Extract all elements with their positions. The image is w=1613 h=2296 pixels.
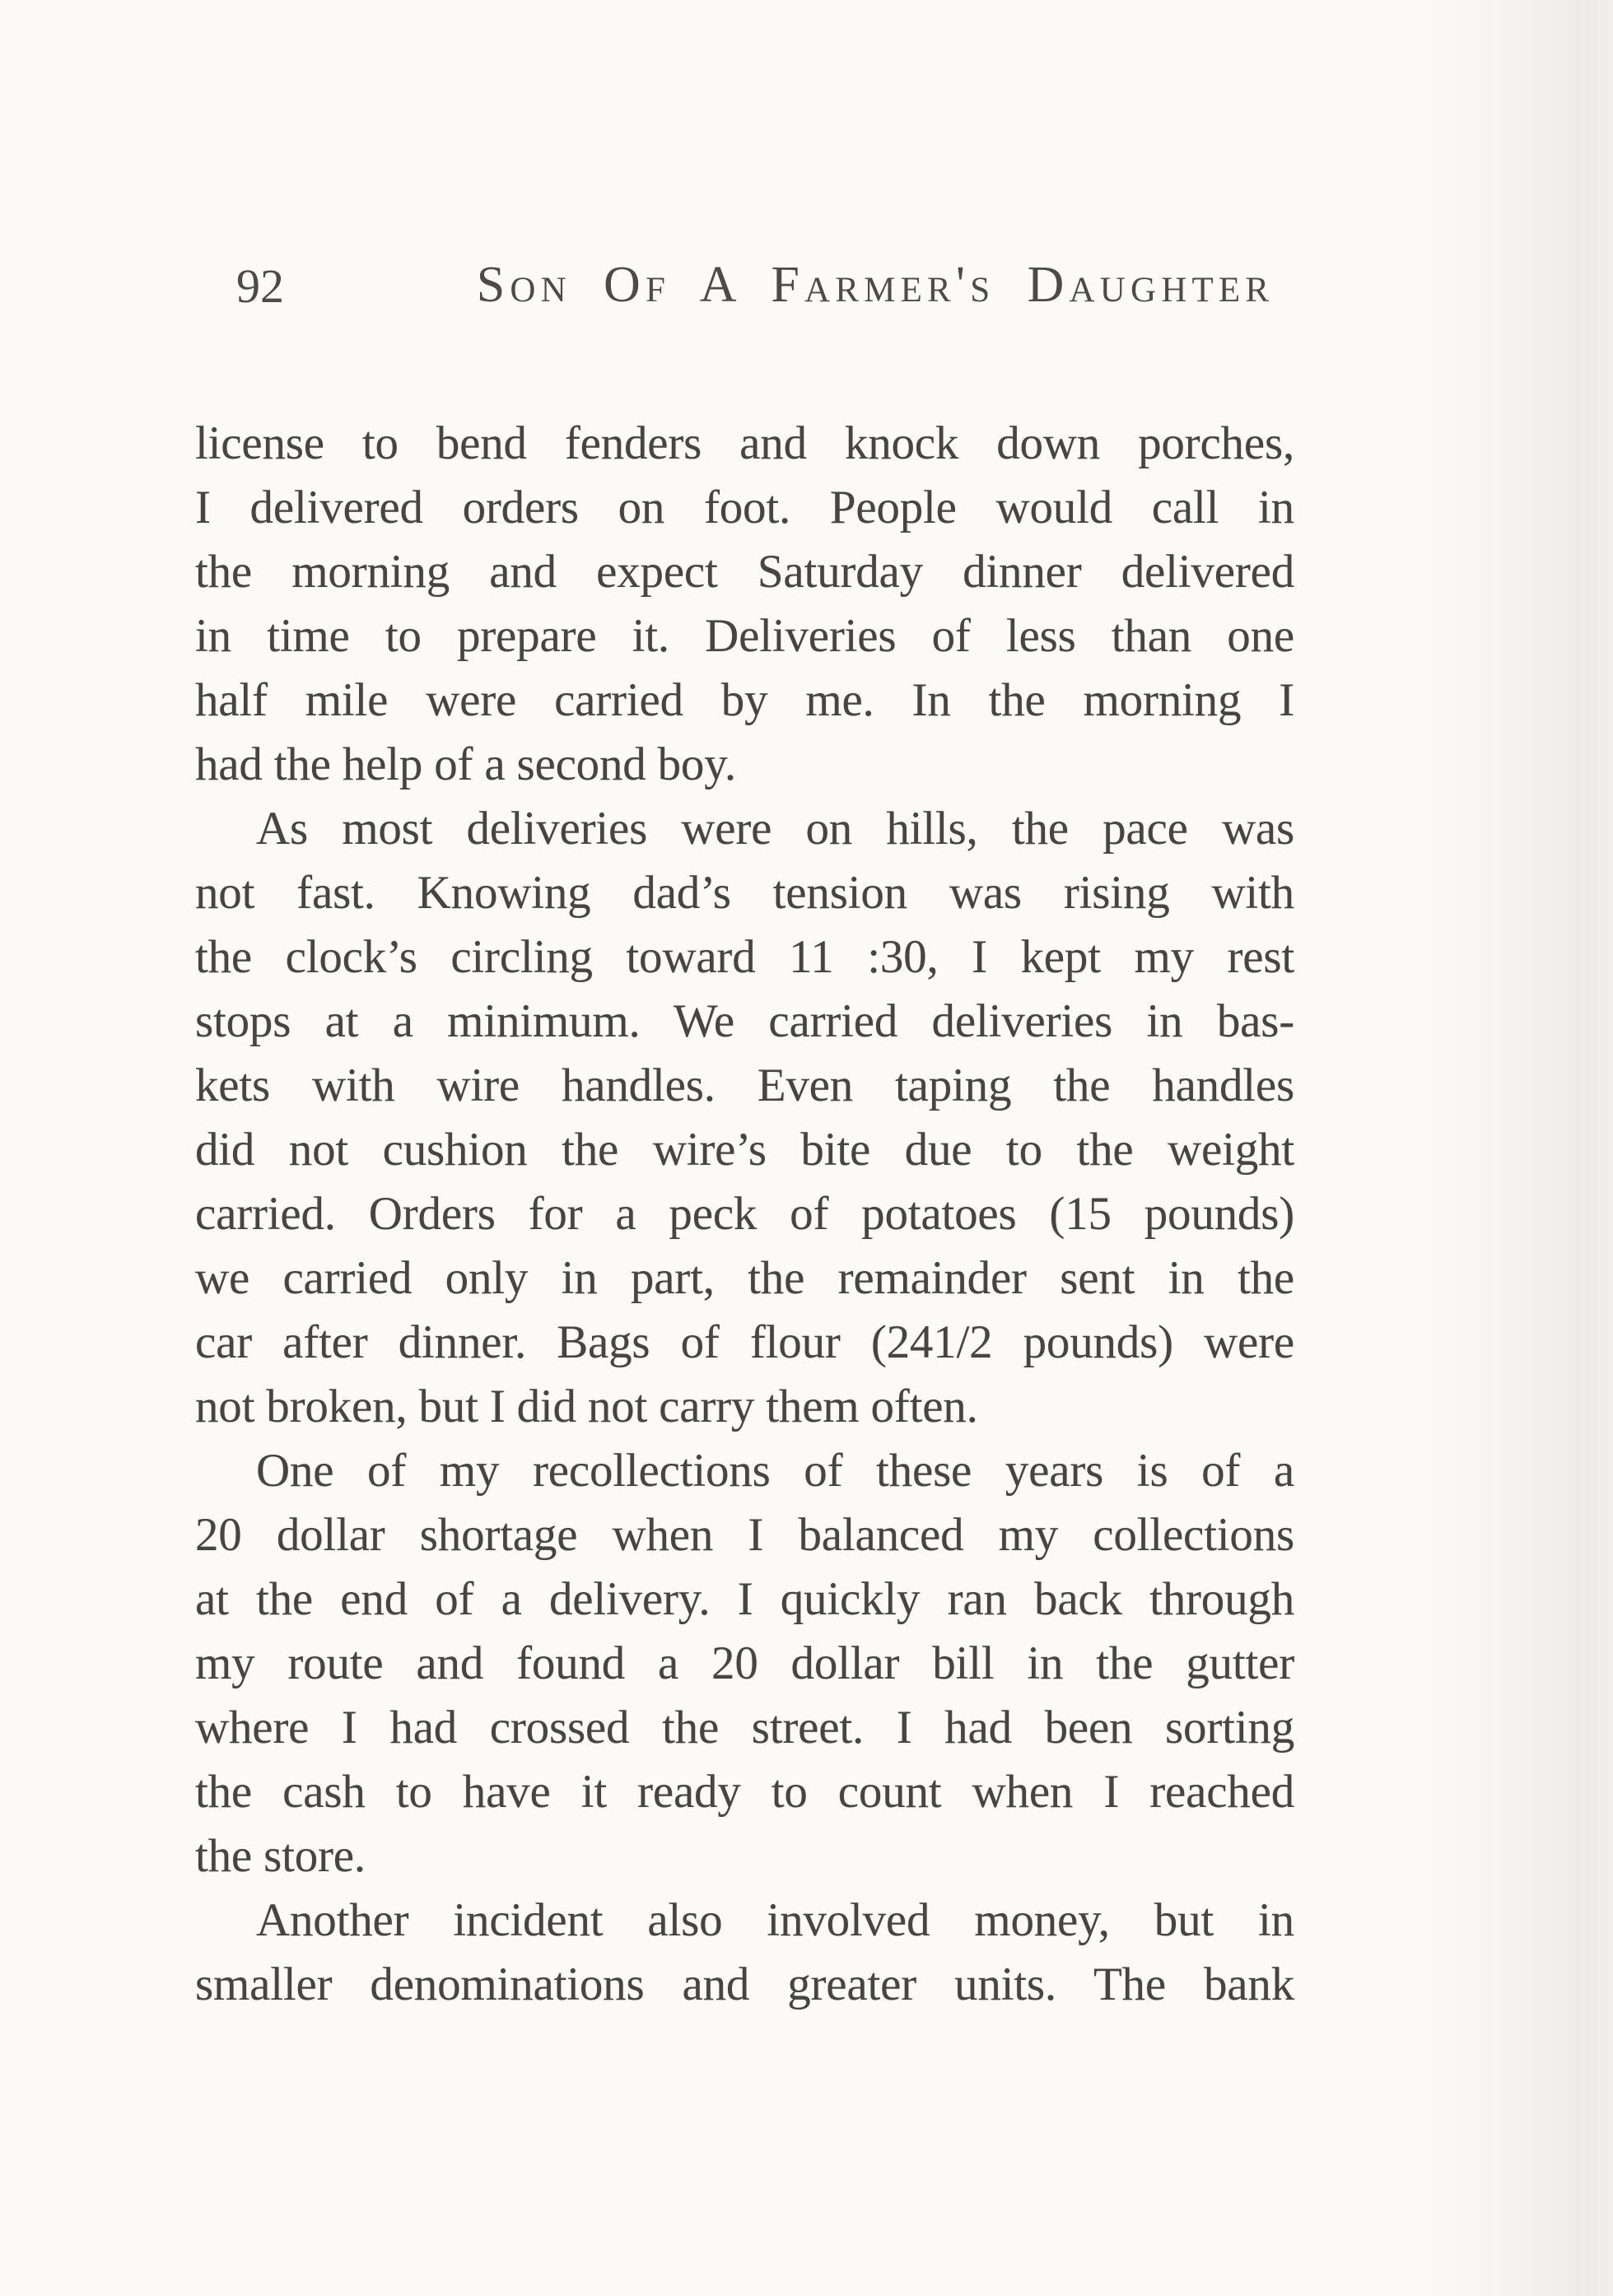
text-line: at the end of a delivery. I quickly ran back through [195,1573,1294,1625]
text-line: did not cushion the wire’s bite due to the weight [195,1124,1294,1176]
text-line: smaller denominations and greater units. The bank [195,1958,1294,2010]
running-title: Son Of A Farmer's Daughter [476,257,1275,313]
text-line: we carried only in part, the remainder sent in the [195,1252,1294,1304]
text-line: the cash to have it ready to count when I reached [195,1766,1294,1818]
text-line: not fast. Knowing dad’s tension was rising with [195,867,1294,919]
text-line: kets with wire handles. Even taping the handles [195,1060,1294,1111]
text-line: As most deliveries were on hills, the pace was [256,803,1294,855]
text-line: the clock’s circling toward 11 :30, I kept my rest [195,931,1294,983]
text-line: where I had crossed the street. I had been sorting [195,1702,1294,1753]
body-text [195,412,1294,2017]
text-line: the morning and expect Saturday dinner delivered [195,546,1294,598]
text-line: car after dinner. Bags of flour (241/2 pounds) were [195,1316,1294,1368]
text-line: stops at a minimum. We carried deliveries in bas- [195,995,1294,1047]
text-line: half mile were carried by me. In the morning I [195,674,1294,726]
text-line: in time to prepare it. Deliveries of less than one [195,610,1294,662]
text-line: not broken, but I did not carry them often. [195,1381,978,1432]
text-line: I delivered orders on foot. People would call in [195,482,1294,533]
text-line: One of my recollections of these years is of a [256,1445,1294,1497]
text-line: my route and found a 20 dollar bill in the gutter [195,1637,1294,1689]
page-number: 92 [236,259,284,313]
text-line: the store. [195,1830,366,1882]
text-line: license to bend fenders and knock down porches, [195,417,1294,469]
text-line: had the help of a second boy. [195,738,736,790]
text-line: carried. Orders for a peck of potatoes (15 pounds) [195,1188,1294,1240]
text-line: Another incident also involved money, but in [256,1894,1294,1946]
text-line: 20 dollar shortage when I balanced my collections [195,1509,1294,1561]
